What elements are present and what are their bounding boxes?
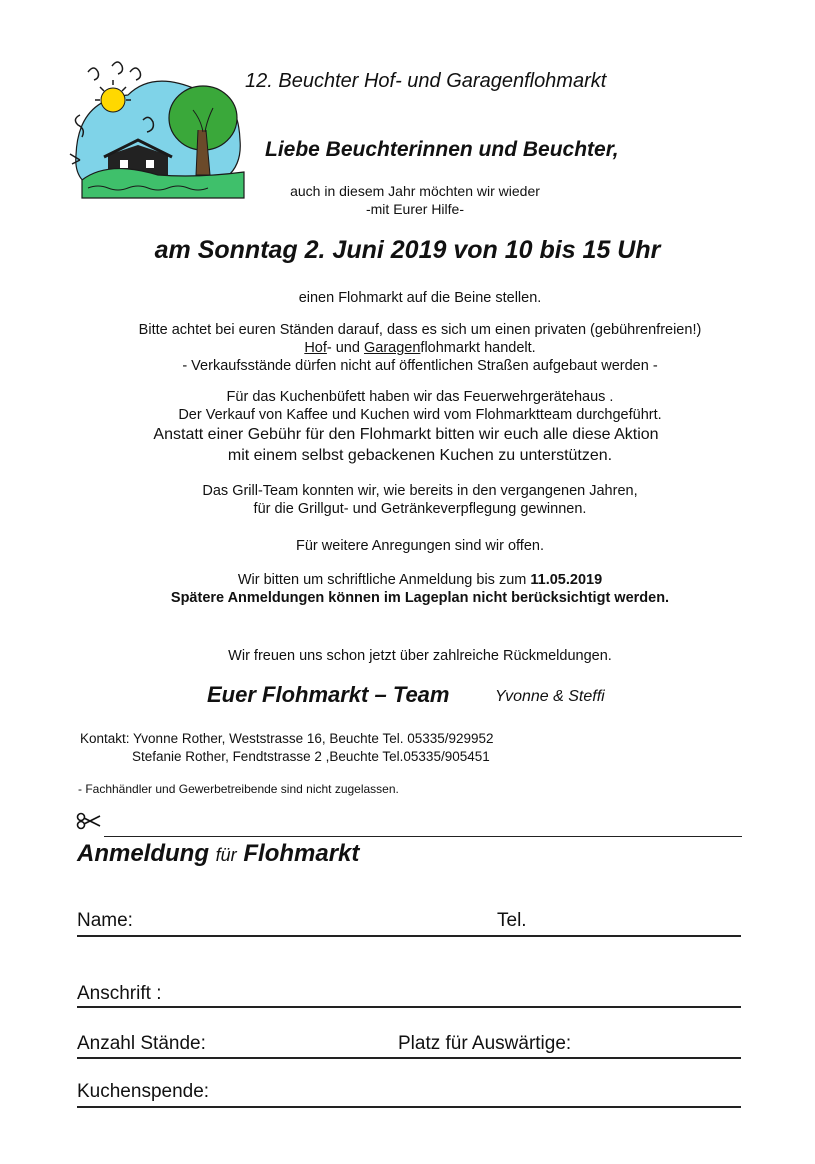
flyer-title: 12. Beuchter Hof- und Garagenflohmarkt xyxy=(245,70,607,92)
team-name: Euer Flohmarkt – Team xyxy=(207,682,450,707)
private-line-2 xyxy=(60,339,780,357)
form-title-part1: Anmeldung xyxy=(77,840,209,867)
cake-line-3: Anstatt einer Gebühr für den Flohmarkt bitten wir euch alle diese Aktion xyxy=(153,426,659,443)
contact-line-2: Stefanie Rother, Fendtstrasse 2 ,Beuchte Tel.05335/905451 xyxy=(132,749,490,764)
private-line-3: - Verkaufsstände dürfen nicht auf öffentlichen Straßen aufgebaut werden - xyxy=(182,358,658,374)
intro-line-1: auch in diesem Jahr möchten wir wieder xyxy=(290,183,540,199)
scissors-icon xyxy=(76,812,102,830)
name-tel-field[interactable] xyxy=(77,935,741,937)
cake-line-2: Der Verkauf von Kaffee und Kuchen wird vom Flohmarktteam durchgeführt. xyxy=(178,407,662,423)
cake-line-4: mit einem selbst gebackenen Kuchen zu unterstützen. xyxy=(227,447,613,464)
deadline-line xyxy=(60,571,780,589)
address-field[interactable] xyxy=(77,1006,741,1008)
village-logo xyxy=(68,60,248,205)
cake-label: Kuchenspende: xyxy=(77,1081,210,1102)
grill-line-2: für die Grillgut- und Getränkeverpflegung gewinnen. xyxy=(253,501,587,517)
cut-line xyxy=(104,836,742,837)
private-hof: Hof xyxy=(304,340,327,356)
stands-external-field[interactable] xyxy=(77,1057,741,1059)
external-label: Platz für Auswärtige: xyxy=(398,1033,572,1054)
private-und: - und xyxy=(326,340,364,356)
contact-line-1: Kontakt: Yvonne Rother, Weststrasse 16, Beuchte Tel. 05335/929952 xyxy=(80,731,494,746)
stands-label: Anzahl Stände: xyxy=(77,1033,206,1054)
event-date: am Sonntag 2. Juni 2019 von 10 bis 15 Uhr xyxy=(154,236,661,264)
form-title xyxy=(77,840,359,868)
private-paragraph xyxy=(60,321,780,375)
late-note: Spätere Anmeldungen können im Lageplan nicht berücksichtigt werden. xyxy=(170,590,670,606)
form-title-part2: für xyxy=(215,845,237,865)
grill-line-1: Das Grill-Team konnten wir, wie bereits in den vergangenen Jahren, xyxy=(202,483,638,499)
thanks-line: Wir freuen uns schon jetzt über zahlreiche Rückmeldungen. xyxy=(228,648,612,664)
private-garagen: Garagen xyxy=(363,340,421,356)
ideas-line: Für weitere Anregungen sind wir offen. xyxy=(296,538,544,554)
intro-line-2: -mit Eurer Hilfe- xyxy=(365,201,464,217)
contact-block xyxy=(80,730,494,766)
stage-line: einen Flohmarkt auf die Beine stellen. xyxy=(298,290,542,306)
grill-paragraph xyxy=(60,482,780,518)
intro-text xyxy=(250,182,580,218)
private-rest: flohmarkt handelt. xyxy=(420,340,536,356)
name-label: Name: xyxy=(77,910,133,931)
team-signature: Yvonne & Steffi xyxy=(495,688,605,705)
deadline-text: Wir bitten um schriftliche Anmeldung bis zum xyxy=(237,572,531,588)
form-title-part3: Flohmarkt xyxy=(243,840,360,867)
cake-field[interactable] xyxy=(77,1106,741,1108)
cake-line-1: Für das Kuchenbüfett haben wir das Feuerwehrgerätehaus . xyxy=(226,389,614,405)
cake-paragraph xyxy=(60,388,780,466)
greeting: Liebe Beuchterinnen und Beuchter, xyxy=(265,138,619,161)
deadline-paragraph xyxy=(60,571,780,607)
deadline-date: 11.05.2019 xyxy=(530,572,603,588)
address-label: Anschrift : xyxy=(77,983,162,1004)
private-line-1: Bitte achtet bei euren Ständen darauf, dass es sich um einen privaten (gebührenfreien!) xyxy=(138,322,702,338)
dealer-note: - Fachhändler und Gewerbetreibende sind nicht zugelassen. xyxy=(78,782,399,796)
tel-label: Tel. xyxy=(497,910,527,931)
